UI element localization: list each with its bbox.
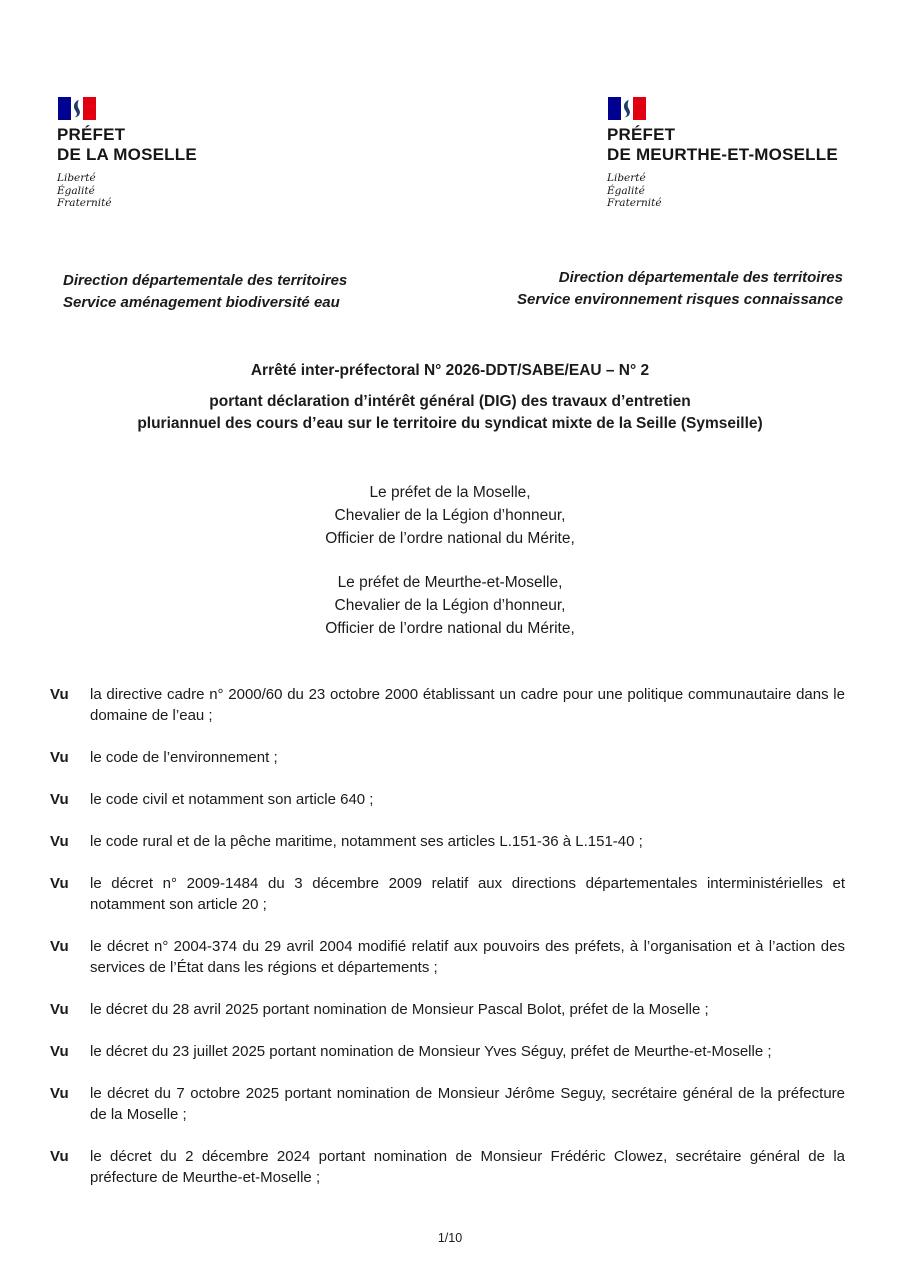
salutation-moselle <box>0 481 900 550</box>
title-line2: portant déclaration d’intérêt général (DIG) des travaux d’entretien <box>209 393 691 410</box>
prefet-block-moselle <box>57 97 197 210</box>
motto-line-egalite: Égalité <box>57 184 95 197</box>
salutation-line: Le préfet de Meurthe-et-Moselle, <box>337 574 563 591</box>
prefet-block-meurthe-et-moselle <box>607 97 838 210</box>
service-block-right <box>517 267 843 311</box>
vu-label: Vu <box>50 686 69 703</box>
vu-text: le décret du 7 octobre 2025 portant nomination de Monsieur Jérôme Seguy, secrétaire général de la préfecture de la Moselle ; <box>90 1085 845 1123</box>
prefet-name <box>607 125 838 165</box>
prefet-name-line2: DE LA MOSELLE <box>57 145 197 164</box>
vu-text: le décret n° 2009-1484 du 3 décembre 2009 relatif aux directions départementales interministérielles et notamment son article 20 ; <box>90 875 845 913</box>
prefet-name-line2: DE MEURTHE-ET-MOSELLE <box>607 145 838 164</box>
motto-line-fraternite: Fraternité <box>607 197 662 209</box>
motto <box>607 172 838 210</box>
vu-list <box>50 684 845 1209</box>
vu-label: Vu <box>50 875 69 892</box>
vu-item <box>50 831 845 852</box>
vu-label: Vu <box>50 1085 69 1102</box>
vu-item <box>50 1041 845 1062</box>
salutation-line: Officier de l’ordre national du Mérite, <box>325 530 575 547</box>
vu-label: Vu <box>50 791 69 808</box>
vu-item <box>50 789 845 810</box>
service-block-left <box>63 270 347 314</box>
french-flag-marianne-icon <box>58 97 96 120</box>
vu-text: le décret du 28 avril 2025 portant nomination de Monsieur Pascal Bolot, préfet de la Moselle ; <box>90 1001 709 1018</box>
vu-item <box>50 873 845 915</box>
page-number: 1/10 <box>437 1231 463 1245</box>
vu-label: Vu <box>50 749 69 766</box>
vu-text: le décret du 2 décembre 2024 portant nomination de Monsieur Frédéric Clowez, secrétaire général de la préfecture de Meurthe-et-Moselle ; <box>90 1148 845 1186</box>
salutation-line: Officier de l’ordre national du Mérite, <box>325 620 575 637</box>
motto-line-liberte: Liberté <box>607 172 646 184</box>
vu-text: la directive cadre n° 2000/60 du 23 octobre 2000 établissant un cadre pour une politique communautaire dans le domaine de l’eau ; <box>90 686 845 724</box>
vu-item <box>50 999 845 1020</box>
title-line1: Arrêté inter-préfectoral N° 2026-DDT/SABE/EAU – N° 2 <box>250 362 650 379</box>
direction-line: Direction départementale des territoires <box>63 272 348 289</box>
vu-label: Vu <box>50 1148 69 1165</box>
vu-text: le code rural et de la pêche maritime, notamment ses articles L.151-36 à L.151-40 ; <box>90 833 643 850</box>
vu-item <box>50 1146 845 1188</box>
vu-label: Vu <box>50 1043 69 1060</box>
service-line: Service environnement risques connaissance <box>517 291 843 308</box>
motto <box>57 172 197 210</box>
vu-label: Vu <box>50 833 69 850</box>
vu-text: le décret du 23 juillet 2025 portant nomination de Monsieur Yves Séguy, préfet de Meurthe-et-Moselle ; <box>90 1043 772 1060</box>
salutation-line: Le préfet de la Moselle, <box>369 484 531 501</box>
motto-line-fraternite: Fraternité <box>57 197 112 209</box>
direction-line: Direction départementale des territoires <box>558 269 843 286</box>
vu-label: Vu <box>50 1001 69 1018</box>
vu-text: le décret n° 2004-374 du 29 avril 2004 modifié relatif aux pouvoirs des préfets, à l’organisation et à l’action des services de l’État dans les régions et départements ; <box>90 938 845 976</box>
prefet-name-line1: PRÉFET <box>57 125 126 144</box>
title-line3: pluriannuel des cours d’eau sur le territoire du syndicat mixte de la Seille (Symseille) <box>137 415 763 432</box>
salutation-line: Chevalier de la Légion d’honneur, <box>334 597 566 614</box>
motto-line-liberte: Liberté <box>57 172 96 184</box>
french-flag-marianne-icon <box>608 97 646 120</box>
vu-item <box>50 1083 845 1125</box>
prefet-name <box>57 125 197 165</box>
motto-line-egalite: Égalité <box>607 184 645 197</box>
document-title <box>60 360 840 435</box>
vu-item <box>50 936 845 978</box>
vu-label: Vu <box>50 938 69 955</box>
service-line: Service aménagement biodiversité eau <box>63 294 340 311</box>
vu-item <box>50 684 845 726</box>
vu-text: le code de l’environnement ; <box>90 749 278 766</box>
salutation-meurthe-et-moselle <box>0 571 900 640</box>
salutation-line: Chevalier de la Légion d’honneur, <box>334 507 566 524</box>
vu-text: le code civil et notamment son article 640 ; <box>90 791 374 808</box>
prefet-name-line1: PRÉFET <box>607 125 676 144</box>
vu-item <box>50 747 845 768</box>
